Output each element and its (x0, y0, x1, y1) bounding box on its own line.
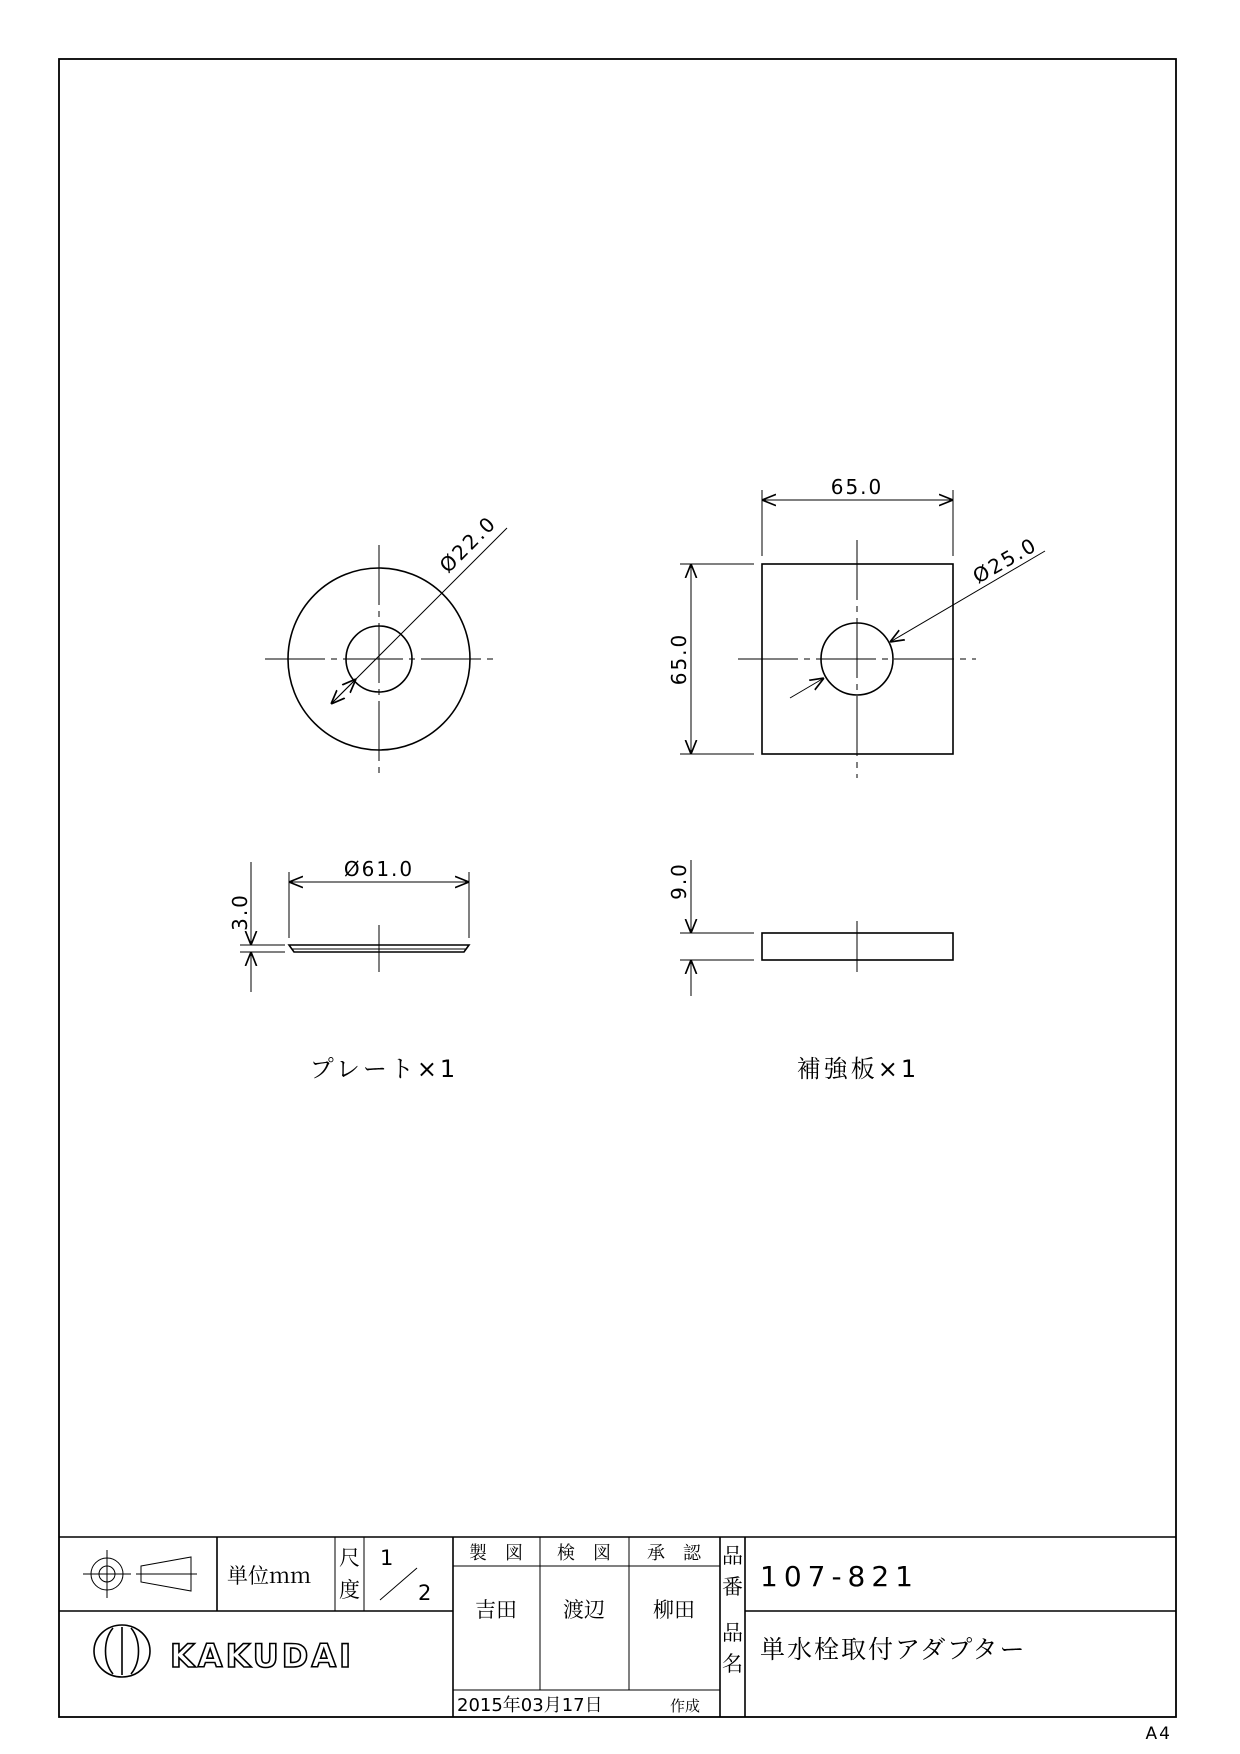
drawing-date: 2015年03月17日 (457, 1695, 603, 1716)
board-width-label: 65.0 (830, 475, 884, 499)
part-name-label-bottom: 名 (722, 1652, 743, 1676)
part-number: 107-821 (760, 1560, 919, 1593)
scale-numerator: 1 (380, 1546, 394, 1570)
projection-symbol-icon (83, 1550, 197, 1598)
plate-dia-arrow-lower (331, 679, 356, 704)
drawn-by-name: 吉田 (475, 1598, 517, 1622)
plate-top-view (265, 511, 507, 773)
drawing-date-suffix: 作成 (670, 1697, 701, 1715)
plate-dia-leader (331, 528, 507, 704)
plate-side-view (228, 857, 469, 992)
scale-label-top: 尺 (339, 1546, 360, 1570)
checked-by-name: 渡辺 (563, 1598, 605, 1622)
plate-thick-label: 3.0 (228, 893, 252, 931)
approved-by-label: 承 認 (647, 1543, 701, 1564)
board-hole-leader-lower (790, 678, 824, 698)
part-no-label-bottom: 番 (722, 1575, 743, 1599)
plate-width-label: Ø61.0 (343, 857, 415, 881)
brand-name: KAKUDAI (170, 1637, 355, 1675)
board-side-view (667, 860, 953, 996)
drawn-by-label: 製 図 (469, 1543, 523, 1564)
checked-by-label: 検 図 (557, 1543, 611, 1564)
approved-by-name: 柳田 (653, 1598, 695, 1622)
paper-size-label: A4 (1145, 1724, 1172, 1744)
drawing-frame (59, 59, 1176, 1717)
part-name: 単水栓取付アダプター (760, 1635, 1027, 1664)
title-block (59, 1537, 1176, 1717)
scale-denominator: 2 (418, 1581, 432, 1605)
board-top-view (667, 475, 1045, 778)
board-hole-label: Ø25.0 (968, 532, 1042, 589)
unit-label: 単位ｍｍ (227, 1564, 311, 1588)
board-caption: 補強板×1 (796, 1055, 920, 1083)
board-height-label: 65.0 (667, 632, 691, 686)
part-name-label-top: 品 (722, 1621, 743, 1645)
plate-caption: プレート×1 (309, 1055, 459, 1083)
board-thick-label: 9.0 (667, 862, 691, 900)
scale-slash (380, 1568, 417, 1600)
kakudai-logo-icon (94, 1625, 150, 1677)
scale-label-bottom: 度 (339, 1578, 360, 1602)
part-no-label-top: 品 (722, 1544, 743, 1568)
plate-dia-label: Ø22.0 (434, 510, 502, 578)
